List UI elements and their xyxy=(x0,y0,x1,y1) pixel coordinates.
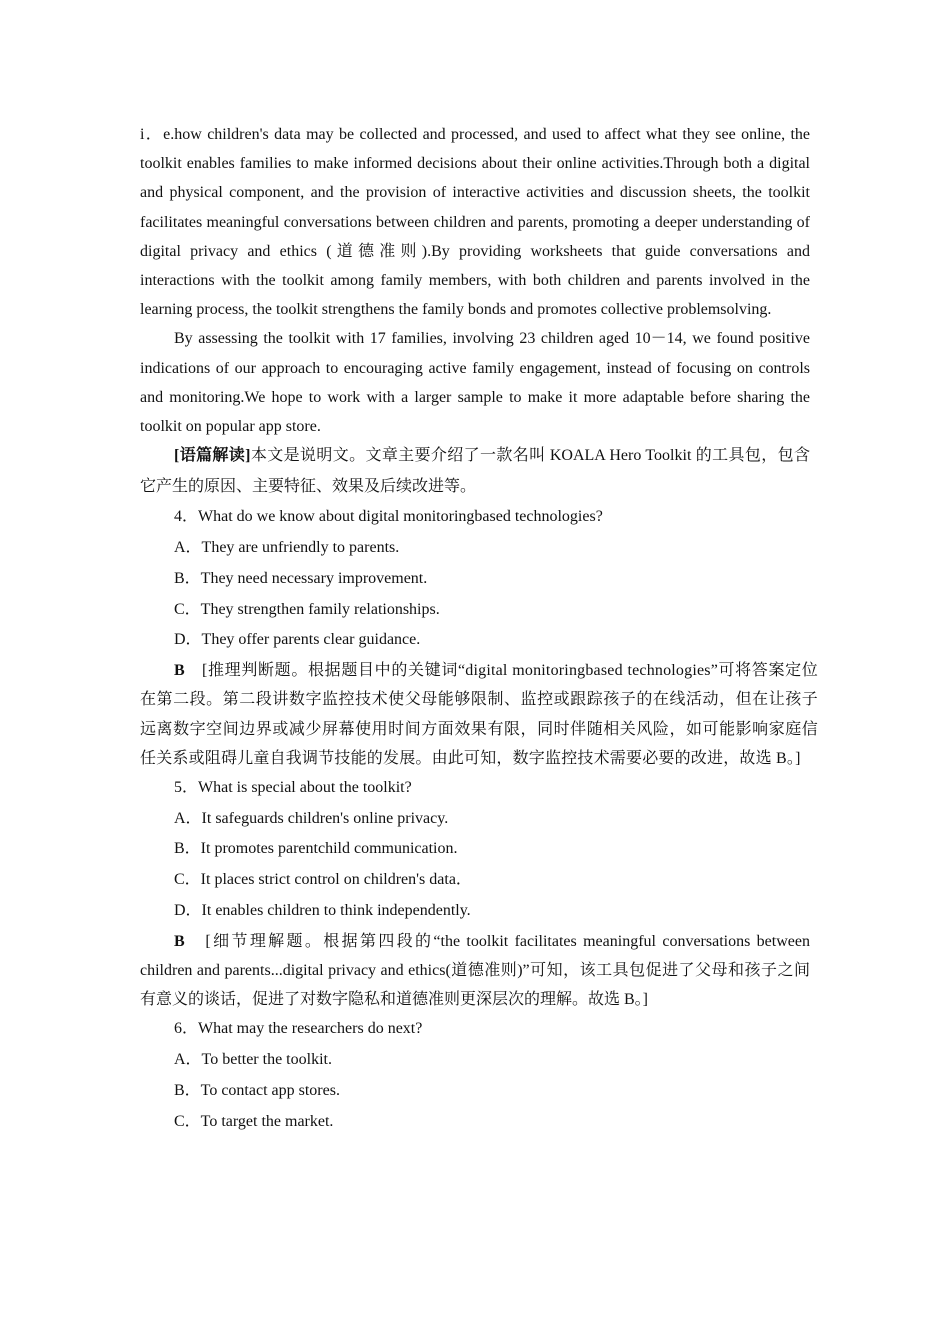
question-6-option-c: C．To target the market. xyxy=(174,1112,334,1130)
question-5-option-d: D．It enables children to think independently. xyxy=(174,902,471,920)
question-5-explanation: [细节理解题。根据第四段的“the toolkit facilitates meaningful conversations between children and parents...digital privacy and ethics(道德准则)”可知，该工具包促进了父母和孩子之间有意义的谈话，促进了对数字隐私和道德准则更深层次的理解。故选 B。] xyxy=(140,932,810,1009)
question-5-answer-letter: B xyxy=(174,932,185,950)
document-page xyxy=(140,120,818,1138)
question-5-stem: 5．What is special about the toolkit? xyxy=(174,778,412,796)
question-4-option-a: A．They are unfriendly to parents. xyxy=(174,538,400,556)
passage-paragraph-1: i．e.how children's data may be collected and processed, and used to affect what they see online, the toolkit enables families to make informed decisions about their online activities.Through both a digital and physical component, and the provision of interactive activities and discussion sheets, the toolkit facilitates meaningful conversations between children and parents, promoting a deeper understanding of digital privacy and ethics (道德准则).By providing worksheets that guide conversations and interactions with the toolkit among family members, with both children and parents involved in the learning process, the toolkit strengthens the family bonds and promotes collective problemsolving. xyxy=(140,126,810,319)
analysis-label: [语篇解读] xyxy=(174,447,251,465)
question-4-option-b: B．They need necessary improvement. xyxy=(174,569,428,587)
question-4-explanation: [推理判断题。根据题目中的关键词“digital monitoringbased technologies”可将答案定位在第二段。第二段讲数字监控技术使父母能够限制、监控或跟踪孩子的在线活动，但在让孩子远离数字空间边界或减少屏幕使用时间方面效果有限，同时伴随相关风险，如可能影响家庭信任关系或阻碍儿童自我调节技能的发展。由此可知，数字监控技术需要必要的改进，故选 B。] xyxy=(140,662,818,767)
question-6-option-b: B．To contact app stores. xyxy=(174,1081,340,1099)
question-4-stem: 4．What do we know about digital monitoringbased technologies? xyxy=(174,508,603,526)
analysis-text: 本文是说明文。文章主要介绍了一款名叫 KOALA Hero Toolkit 的工具包，包含它产生的原因、主要特征、效果及后续改进等。 xyxy=(140,447,810,495)
question-6-stem: 6．What may the researchers do next? xyxy=(174,1020,423,1038)
passage-paragraph-2: By assessing the toolkit with 17 families, involving 23 children aged 10－14, we found positive indications of our approach to encouraging active family engagement, instead of focusing on controls and monitoring.We hope to work with a larger sample to make it more adaptable before sharing the toolkit on popular app store. xyxy=(140,330,810,436)
question-4-answer-letter: B xyxy=(174,662,185,680)
question-5-option-c: C．It places strict control on children's data． xyxy=(174,871,472,889)
question-4-option-d: D．They offer parents clear guidance. xyxy=(174,631,421,649)
question-4-option-c: C．They strengthen family relationships. xyxy=(174,600,440,618)
question-4-answer xyxy=(140,656,818,773)
question-6-option-a: A．To better the toolkit. xyxy=(174,1051,332,1069)
passage-analysis xyxy=(140,441,810,502)
question-5-answer xyxy=(140,927,810,1015)
question-5-option-b: B．It promotes parentchild communication. xyxy=(174,840,458,858)
question-5-option-a: A．It safeguards children's online privacy. xyxy=(174,809,449,827)
